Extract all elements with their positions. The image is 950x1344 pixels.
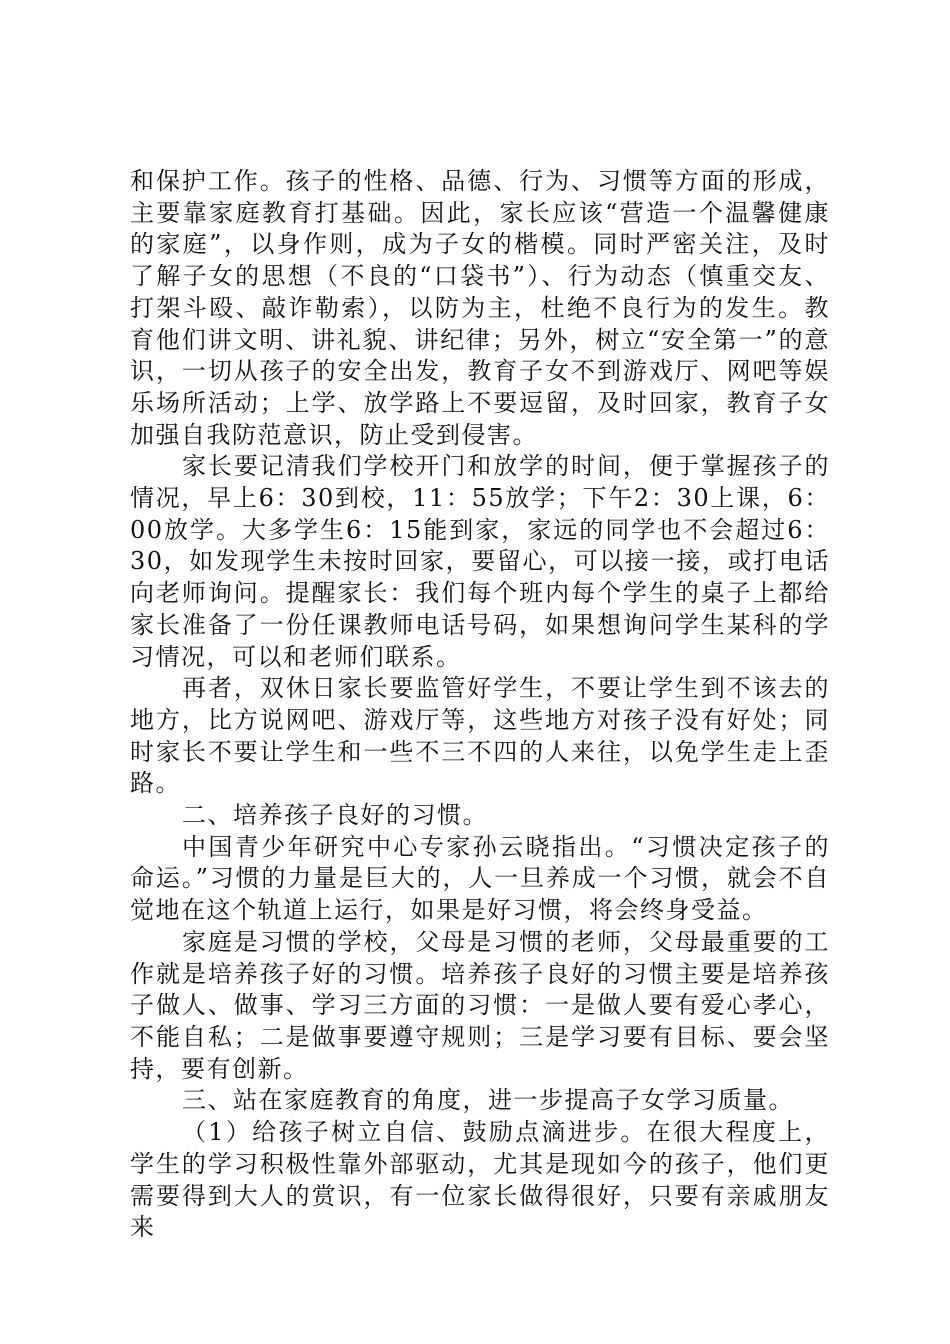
paragraph-1: 和保护工作。孩子的性格、品德、行为、习惯等方面的形成，主要靠家庭教育打基础。因此，家长应该“营造一个温馨健康的家庭”，以身作则，成为子女的楷模。同时严密关注，及时了解子女的思想（不良的“口袋书”）、行为动态（慎重交友、打架斗殴、敲诈勒索），以防为主，杜绝不良行为的发生。教育他们讲文明、讲礼貌、讲纪律；另外，树立“安全第一”的意识，一切从孩子的安全出发，教育子女不到游戏厅、网吧等娱乐场所活动；上学、放学路上不要逗留，及时回家，教育子女加强自我防范意识，防止受到侵害。 <box>130 167 830 449</box>
paragraph-5: 家庭是习惯的学校，父母是习惯的老师，父母最重要的工作就是培养孩子好的习惯。培养孩子良好的习惯主要是培养孩子做人、做事、学习三方面的习惯：一是做人要有爱心孝心，不能自私；二是做事要遵守规则；三是学习要有目标、要会坚持，要有创新。 <box>130 927 830 1083</box>
section-heading-3: 三、站在家庭教育的角度，进一步提高子女学习质量。 <box>182 1086 794 1115</box>
paragraph-2: 家长要记清我们学校开门和放学的时间，便于掌握孩子的情况，早上6：30到校，11：55放学；下午2：30上课，6：00放学。大多学生6：15能到家，家远的同学也不会超过6：30，如发现学生未按时回家，要留心，可以接一接，或打电话向老师询问。提醒家长：我们每个班内每个学生的桌子上都给家长准备了一份任课教师电话号码，如果想询问学生某科的学习情况，可以和老师们联系。 <box>130 452 830 671</box>
document-body <box>130 166 830 1244</box>
paragraph-4: 中国青少年研究中心专家孙云晓指出。“习惯决定孩子的命运。”习惯的力量是巨大的，人一旦养成一个习惯，就会不自觉地在这个轨道上运行，如果是好习惯，将会终身受益。 <box>130 832 830 925</box>
section-heading-2: 二、培养孩子良好的习惯。 <box>182 801 488 830</box>
paragraph-3: 再者，双休日家长要监管好学生，不要让学生到不该去的地方，比方说网吧、游戏厅等，这些地方对孩子没有好处；同时家长不要让学生和一些不三不四的人来往，以免学生走上歪路。 <box>130 674 830 798</box>
paragraph-6: （1）给孩子树立自信、鼓励点滴进步。在很大程度上，学生的学习积极性靠外部驱动，尤其是现如今的孩子，他们更需要得到大人的赏识，有一位家长做得很好，只要有亲戚朋友来 <box>130 1118 830 1242</box>
